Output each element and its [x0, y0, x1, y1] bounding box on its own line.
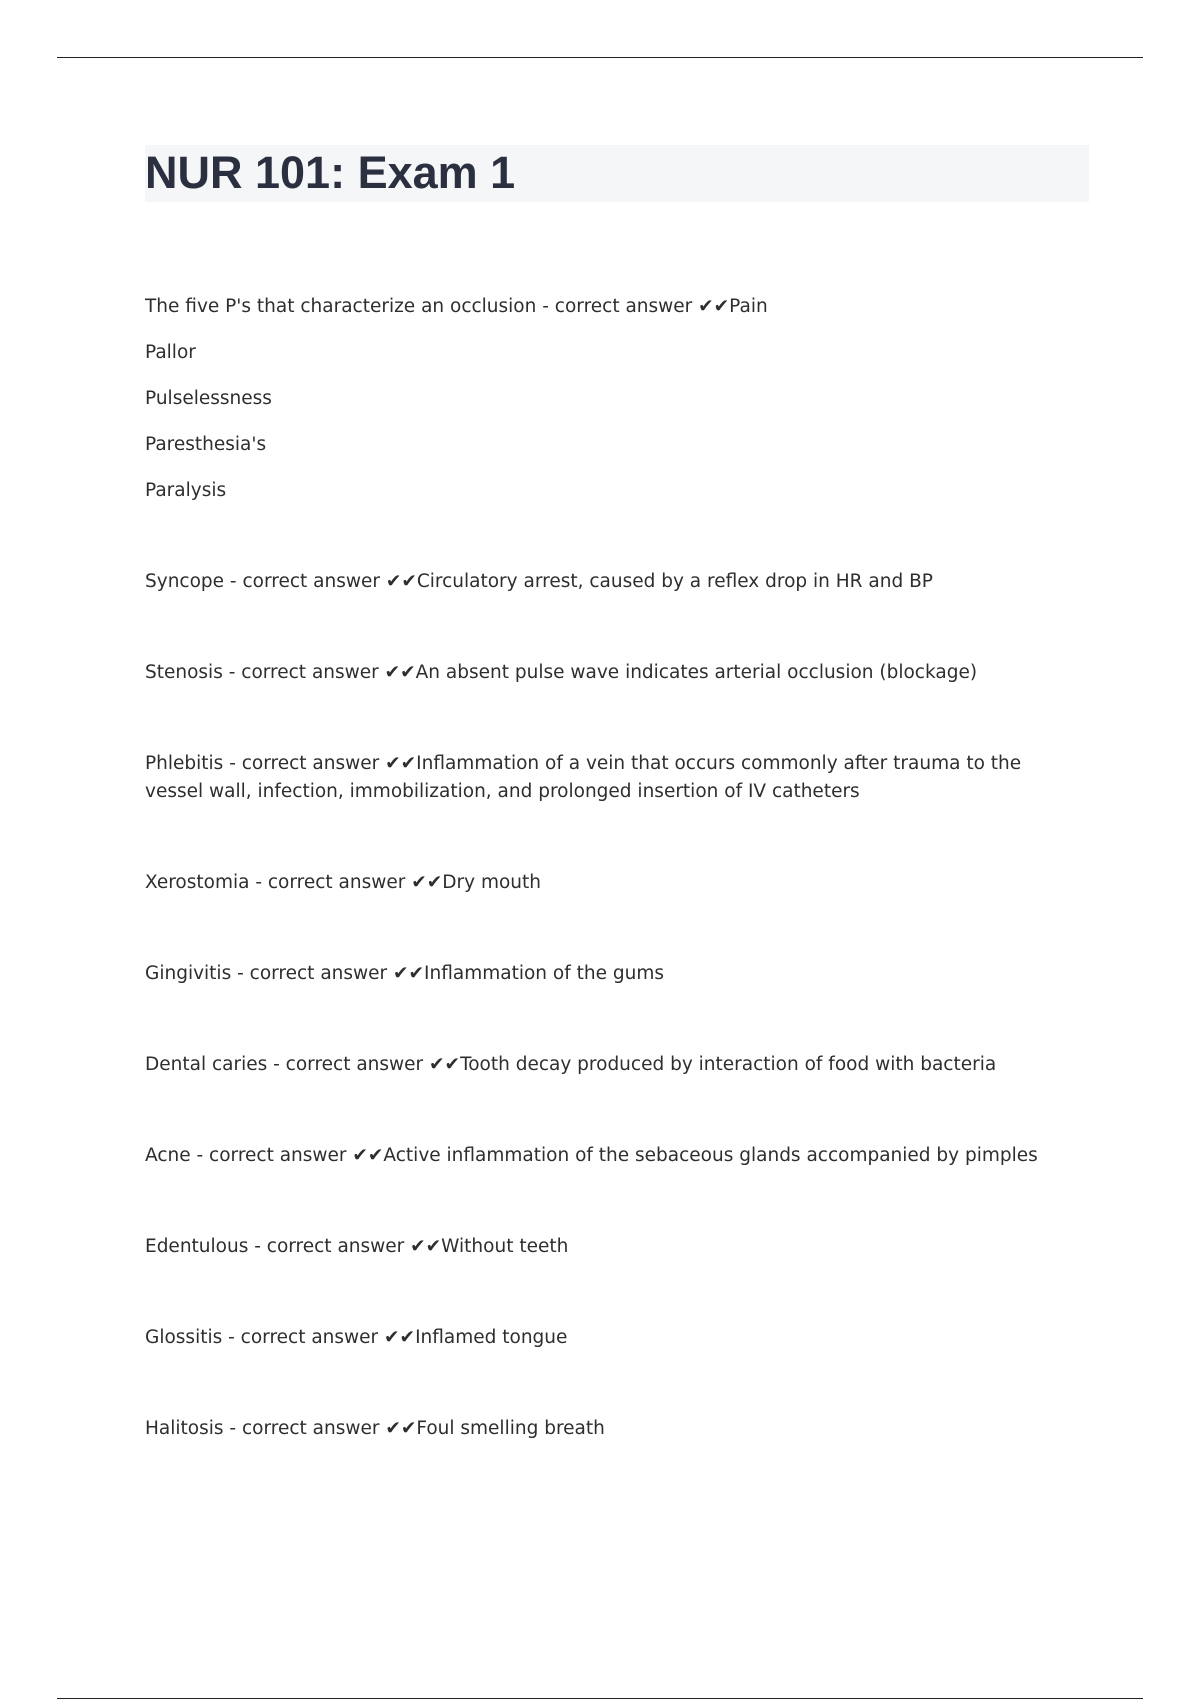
- double-check-icon: ✔✔: [410, 1236, 442, 1257]
- term: Phlebitis: [145, 753, 224, 774]
- answer: Inflamed tongue: [415, 1327, 568, 1348]
- qa-line: [145, 1142, 1075, 1170]
- separator: - correct answer: [222, 1327, 385, 1348]
- answer-line-pulselessness: Pulselessness: [145, 388, 272, 409]
- double-check-icon: ✔✔: [384, 662, 416, 683]
- term: Xerostomia: [145, 872, 250, 893]
- qa-item-acne: [145, 1142, 1075, 1170]
- separator: - correct answer: [248, 1236, 411, 1257]
- separator: - correct answer: [222, 662, 385, 683]
- qa-line: [145, 960, 1075, 988]
- answer: Inflammation of a vein that occurs commonly after trauma to the vessel wall, infection, immobilization, and prolonged insertion of IV catheters: [145, 753, 1022, 802]
- qa-item-edentulous: [145, 1233, 1075, 1261]
- qa-item-stenosis: [145, 659, 1075, 687]
- qa-line: [145, 568, 1075, 596]
- qa-item-phlebitis: [145, 750, 1075, 806]
- bottom-rule: [57, 1698, 1143, 1699]
- title-banner: [145, 145, 1089, 202]
- separator: - correct answer: [231, 963, 394, 984]
- page-title: NUR 101: Exam 1: [145, 147, 516, 198]
- double-check-icon: ✔✔: [352, 1145, 384, 1166]
- double-check-icon: ✔✔: [393, 963, 425, 984]
- qa-item-occlusion: [145, 293, 1075, 505]
- qa-line: [145, 1233, 1075, 1261]
- term: Stenosis: [145, 662, 223, 683]
- separator: - correct answer: [223, 1418, 386, 1439]
- double-check-icon: ✔✔: [385, 571, 417, 592]
- answer: Circulatory arrest, caused by a reflex drop in HR and BP: [416, 571, 933, 592]
- separator: - correct answer: [267, 1054, 430, 1075]
- answer: Inflammation of the gums: [424, 963, 664, 984]
- qa-item-gingivitis: [145, 960, 1075, 988]
- answer: Foul smelling breath: [416, 1418, 605, 1439]
- separator: - correct answer: [224, 571, 386, 592]
- qa-line: [145, 293, 1075, 321]
- answer-line-pallor: Pallor: [145, 342, 196, 363]
- qa-item-glossitis: [145, 1324, 1075, 1352]
- qa-line: [145, 1324, 1075, 1352]
- double-check-icon: ✔✔: [429, 1054, 461, 1075]
- answer: Without teeth: [441, 1236, 569, 1257]
- answer: Tooth decay produced by interaction of food with bacteria: [460, 1054, 997, 1075]
- qa-item-syncope: [145, 568, 1075, 596]
- qa-line: [145, 1051, 1075, 1079]
- question-list: [145, 293, 1075, 1443]
- answer-line-paralysis: Paralysis: [145, 480, 227, 501]
- answer: Dry mouth: [442, 872, 541, 893]
- qa-line: [145, 1415, 1075, 1443]
- top-rule: [57, 57, 1143, 58]
- separator: - correct answer: [536, 296, 699, 317]
- term: Edentulous: [145, 1236, 249, 1257]
- qa-item-halitosis: [145, 1415, 1075, 1443]
- term: Glossitis: [145, 1327, 223, 1348]
- term: Dental caries: [145, 1054, 268, 1075]
- term: Halitosis: [145, 1418, 224, 1439]
- term: Syncope: [145, 571, 225, 592]
- qa-item-xerostomia: [145, 869, 1075, 897]
- term: Acne: [145, 1145, 191, 1166]
- double-check-icon: ✔✔: [384, 1327, 416, 1348]
- double-check-icon: ✔✔: [411, 872, 443, 893]
- answer-line-paresthesias: Paresthesia's: [145, 434, 267, 455]
- double-check-icon: ✔✔: [698, 296, 730, 317]
- answer: An absent pulse wave indicates arterial occlusion (blockage): [415, 662, 978, 683]
- qa-item-dental-caries: [145, 1051, 1075, 1079]
- separator: - correct answer: [190, 1145, 353, 1166]
- qa-line: [145, 750, 1075, 806]
- separator: - correct answer: [223, 753, 386, 774]
- double-check-icon: ✔✔: [385, 1418, 417, 1439]
- term: Gingivitis: [145, 963, 232, 984]
- answer: Active inflammation of the sebaceous glands accompanied by pimples: [383, 1145, 1038, 1166]
- term: The five P's that characterize an occlusion: [145, 296, 537, 317]
- double-check-icon: ✔✔: [385, 753, 417, 774]
- answer: Pain: [729, 296, 768, 317]
- separator: - correct answer: [249, 872, 412, 893]
- qa-line: [145, 659, 1075, 687]
- qa-line: [145, 869, 1075, 897]
